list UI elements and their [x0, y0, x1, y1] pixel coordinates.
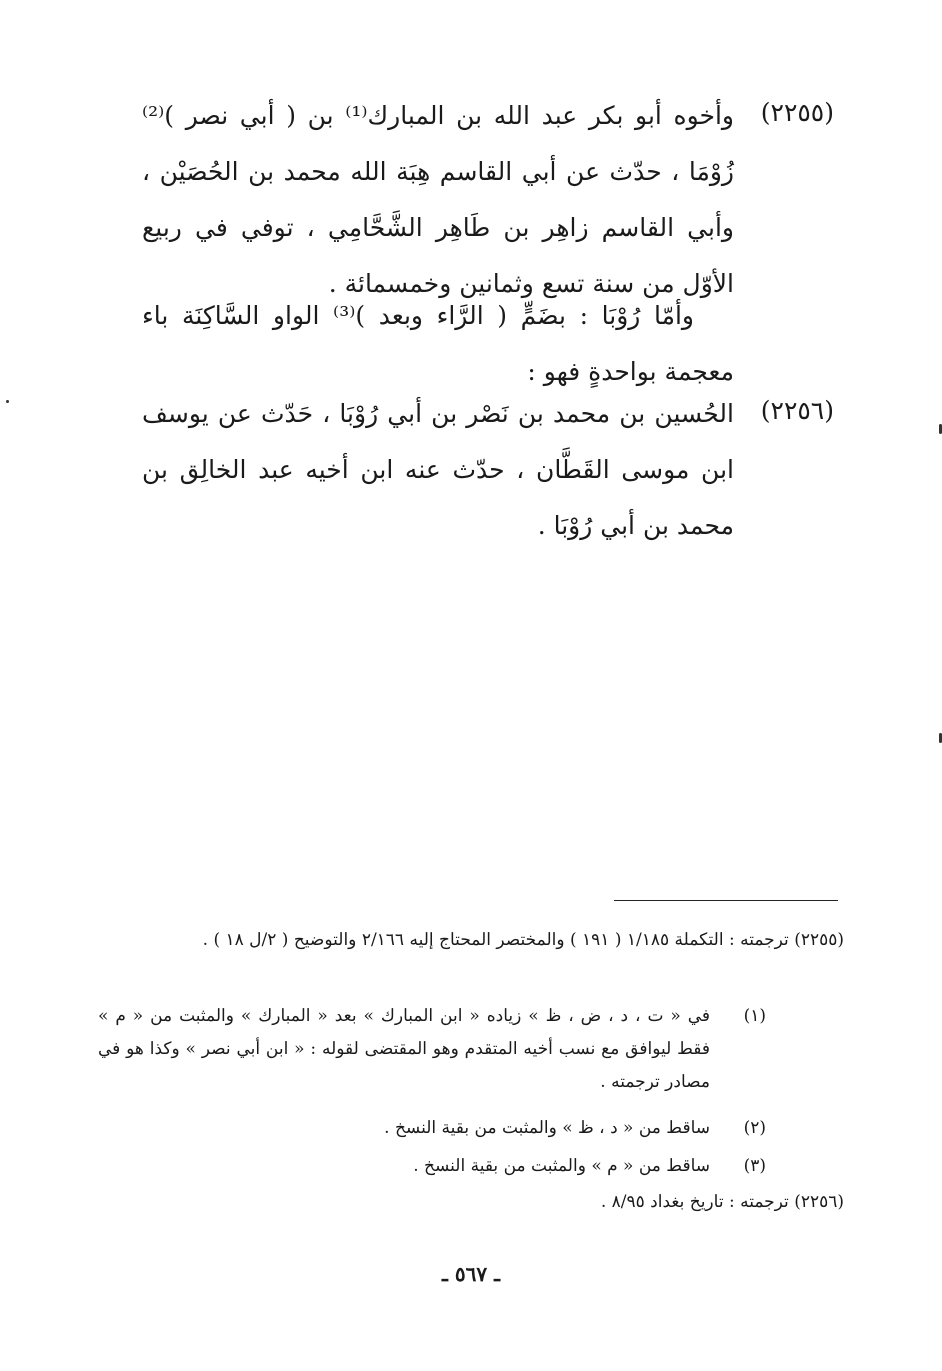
- footnote-text: ترجمته : تاريخ بغداد ٨/٩٥ .: [600, 1192, 789, 1212]
- footnote-source: [96, 924, 844, 957]
- page-number: ـ ٥٦٧ ـ: [442, 1262, 500, 1286]
- footnote-label: (٣): [743, 1156, 766, 1176]
- footnote-label: (٢٢٥٦): [794, 1192, 844, 1212]
- footnote-text: ساقط من « م » والمثبت من بقية النسخ .: [413, 1156, 710, 1176]
- entry-number: (٢٢٥٥): [760, 98, 834, 127]
- footnote-label: (٢٢٥٥): [794, 930, 844, 950]
- footnote-text: ترجمته : التكملة ١/١٨٥ ( ١٩١ ) والمختصر المحتاج إليه ٢/١٦٦ والتوضيح ( ٢/ل ١٨ ) .: [202, 930, 789, 950]
- footnote-label: (٢): [743, 1118, 766, 1138]
- footnote-label: (١): [743, 1006, 766, 1026]
- footnote-text: في « ت ، د ، ض ، ظ » زياده « ابن المبارك » بعد « المبارك » والمثبت من « م » فقط ليوافق مع نسب أخيه المتقدم وهو المقتضى لقوله : « ابن أبي نصر » وكذا هو في مصادر ترجمته .: [98, 1006, 710, 1092]
- entry-number: (٢٢٥٦): [760, 396, 834, 425]
- footnote-source: [96, 1186, 844, 1219]
- footnote-separator: [614, 900, 838, 901]
- margin-mark: [6, 400, 9, 403]
- footnote-text: ساقط من « د ، ظ » والمثبت من بقية النسخ .: [384, 1118, 710, 1138]
- paragraph-text: وأمّا رُوْبَا : بضَمٍّ ( الرَّاء وبعد )⁽³⁾ الواو السَّاكِنَة باء معجمة بواحدةٍ فهو :: [142, 301, 734, 386]
- entry-text: الحُسين بن محمد بن نَصْر بن أبي رُوْبَا ، حَدّث عن يوسف ابن موسى القَطَّان ، حدّث عنه ابن أخيه عبد الخالِق بن محمد بن أبي رُوْبَا .: [142, 399, 734, 540]
- entry-text: وأخوه أبو بكر عبد الله بن المبارك⁽¹⁾ بن ( أبي نصر )⁽²⁾ زُوْمَا ، حدّث عن أبي القاسم هِبَة الله محمد بن الحُصَيْن ، وأبي القاسم زاهِر بن طَاهِر الشَّحَّامِي ، توفي في ربيع الأوّل من سنة تسع وثمانين وخمسمائة .: [142, 101, 735, 298]
